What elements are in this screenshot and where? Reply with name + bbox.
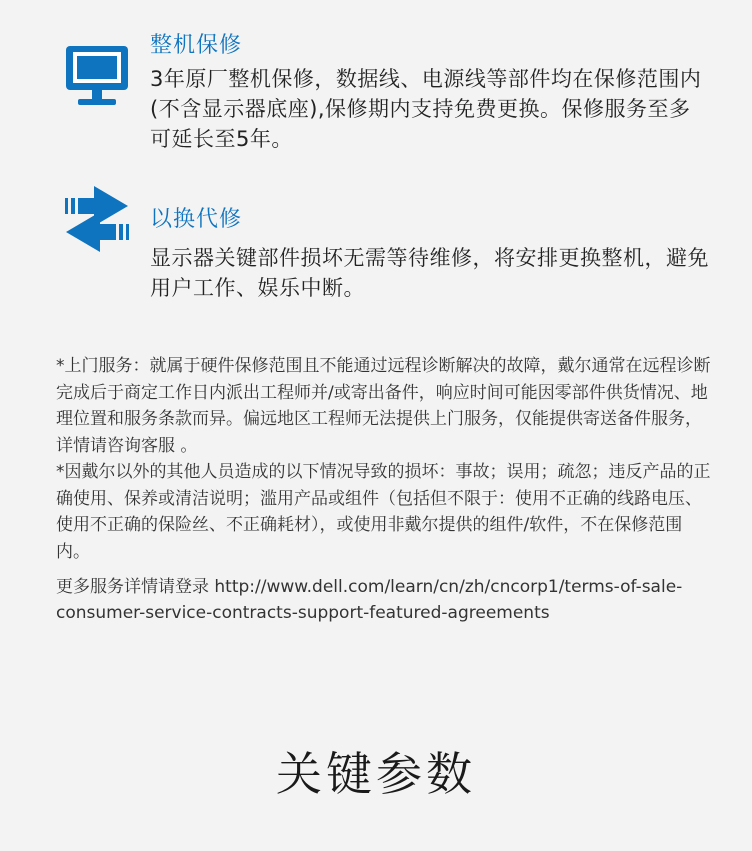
more-info-link[interactable]: 更多服务详情请登录 http://www.dell.com/learn/cn/zh/cncorp1/terms-of-sale-consumer-service-contracts-support-featured-agreements	[56, 577, 683, 623]
swap-arrows-icon	[64, 186, 130, 252]
service-notes	[56, 353, 716, 565]
warranty-title: 整机保修	[150, 33, 243, 58]
exclusion-note: *因戴尔以外的其他人员造成的以下情况导致的损坏：事故；误用；疏忽；违反产品的正确使用、保养或清洁说明；滥用产品或组件（包括但不限于：使用不正确的线路电压、使用不正确的保险丝、不正确耗材），或使用非戴尔提供的组件/软件，不在保修范围内。	[56, 462, 711, 562]
onsite-service-note: *上门服务：就属于硬件保修范围且不能通过远程诊断解决的故障，戴尔通常在远程诊断完成后于商定工作日内派出工程师并/或寄出备件，响应时间可能因零部件供货情况、地理位置和服务条款而异。偏远地区工程师无法提供上门服务，仅能提供寄送备件服务，详情请咨询客服 。	[56, 356, 711, 456]
warranty-body: 3年原厂整机保修，数据线、电源线等部件均在保修范围内(不含显示器底座),保修期内支持免费更换。保修服务至多可延长至5年。	[150, 67, 702, 151]
exchange-body: 显示器关键部件损坏无需等待维修，将安排更换整机，避免用户工作、娱乐中断。	[150, 246, 709, 300]
key-params-heading: 关键参数	[276, 747, 476, 801]
monitor-icon	[64, 44, 130, 110]
exchange-title: 以换代修	[150, 207, 243, 232]
